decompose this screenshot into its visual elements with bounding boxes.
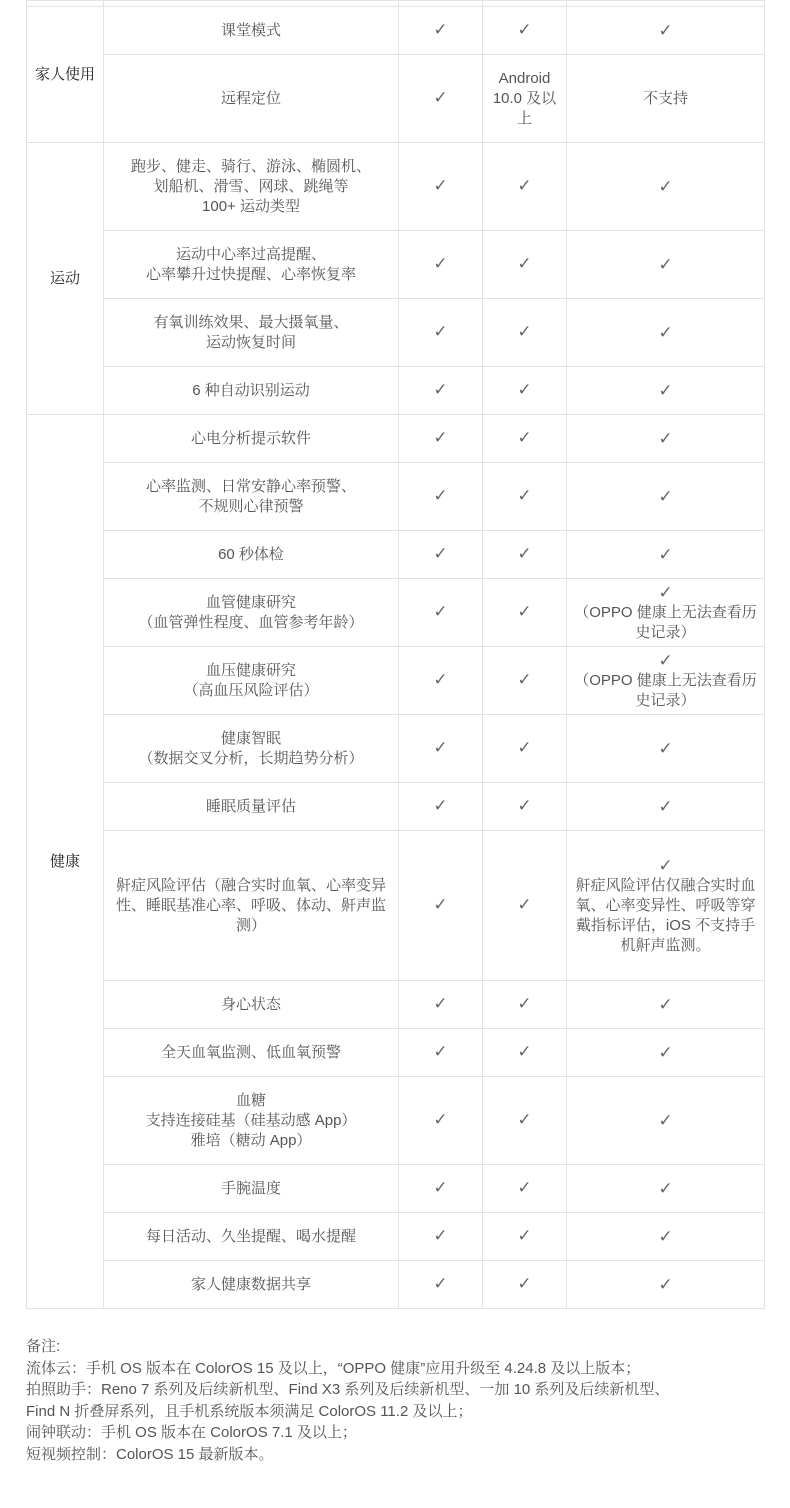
checkmark-glyph: ✓ xyxy=(517,602,532,621)
notes-heading: 备注: xyxy=(26,1338,61,1355)
support-note: （OPPO 健康上无法查看历史记录） xyxy=(574,671,757,709)
feature-line: 手腕温度 xyxy=(220,1179,281,1197)
ios-support-cell xyxy=(567,647,765,715)
ios-support-cell xyxy=(567,783,765,831)
checkmark-icon: ✓ xyxy=(658,322,673,342)
feature-line: 运动中心率过高提醒、 xyxy=(175,245,326,263)
ios-support-cell xyxy=(567,831,765,981)
checkmark-glyph: ✓ xyxy=(517,176,532,195)
feature-cell xyxy=(104,143,399,231)
checkmark-icon xyxy=(399,231,483,299)
checkmark-glyph: ✓ xyxy=(517,20,532,39)
feature-cell xyxy=(104,531,399,579)
checkmark-glyph: ✓ xyxy=(433,428,448,447)
note-line: 拍照助手：Reno 7 系列及后续新机型、Find X3 系列及后续新机型、一加 10 系列及后续新机型、 xyxy=(26,1381,670,1398)
table-row xyxy=(27,981,765,1029)
checkmark-glyph: ✓ xyxy=(517,322,532,341)
feature-cell xyxy=(104,1261,399,1309)
feature-line: 睡眠质量评估 xyxy=(205,797,296,815)
feature-line: 身心状态 xyxy=(220,995,281,1013)
checkmark-icon xyxy=(399,1029,483,1077)
feature-cell xyxy=(104,231,399,299)
ios-support-cell xyxy=(567,1165,765,1213)
checkmark-glyph: ✓ xyxy=(433,602,448,621)
checkmark-icon xyxy=(483,831,567,981)
support-note: （OPPO 健康上无法查看历史记录） xyxy=(574,603,757,641)
category-cell: 健康 xyxy=(27,415,104,1309)
feature-cell xyxy=(104,647,399,715)
note-line: Find N 折叠屏系列，且手机系统版本须满足 ColorOS 11.2 及以上； xyxy=(26,1402,473,1420)
checkmark-icon xyxy=(399,463,483,531)
table-row xyxy=(27,531,765,579)
checkmark-icon xyxy=(399,7,483,55)
ios-support-cell xyxy=(567,299,765,367)
checkmark-icon xyxy=(483,143,567,231)
checkmark-icon: ✓ xyxy=(658,254,673,274)
feature-line: 60 秒体检 xyxy=(218,545,284,563)
feature-cell xyxy=(104,831,399,981)
checkmark-glyph: ✓ xyxy=(517,486,532,505)
feature-line: 远程定位 xyxy=(220,89,281,107)
checkmark-icon: ✓ xyxy=(658,380,673,400)
feature-cell xyxy=(104,367,399,415)
feature-line: 血糖 xyxy=(235,1091,266,1109)
table-row xyxy=(27,579,765,647)
checkmark-glyph: ✓ xyxy=(517,796,532,815)
table-row xyxy=(27,7,765,55)
checkmark-glyph: ✓ xyxy=(517,1042,532,1061)
checkmark-icon xyxy=(483,783,567,831)
feature-cell xyxy=(104,1213,399,1261)
checkmark-icon xyxy=(399,299,483,367)
checkmark-glyph: ✓ xyxy=(433,486,448,505)
checkmark-icon: ✓ xyxy=(658,176,673,196)
support-note xyxy=(483,55,567,143)
note-line: 短视频控制：ColorOS 15 最新版本。 xyxy=(26,1445,274,1463)
feature-line: 家人健康数据共享 xyxy=(190,1275,311,1293)
checkmark-glyph: ✓ xyxy=(517,738,532,757)
checkmark-icon: ✓ xyxy=(658,1110,673,1130)
checkmark-glyph: ✓ xyxy=(517,895,532,914)
feature-line: 血压健康研究 xyxy=(205,661,296,679)
checkmark-icon xyxy=(483,463,567,531)
checkmark-glyph: ✓ xyxy=(433,1226,448,1245)
checkmark-glyph: ✓ xyxy=(433,1110,448,1129)
checkmark-icon: ✓ xyxy=(658,1274,673,1294)
ios-support-cell xyxy=(567,715,765,783)
feature-line: 每日活动、久坐提醒、喝水提醒 xyxy=(145,1227,356,1245)
feature-line: 有氧训练效果、最大摄氧量、 xyxy=(153,313,349,331)
ios-support-cell xyxy=(567,1261,765,1309)
ios-support-cell xyxy=(567,231,765,299)
checkmark-glyph: ✓ xyxy=(517,428,532,447)
checkmark-icon xyxy=(399,783,483,831)
table-row xyxy=(27,783,765,831)
checkmark-icon xyxy=(399,415,483,463)
checkmark-icon xyxy=(399,1213,483,1261)
ios-support-cell xyxy=(567,367,765,415)
ios-support-cell xyxy=(567,1029,765,1077)
table-row xyxy=(27,299,765,367)
feature-cell xyxy=(104,1029,399,1077)
checkmark-icon xyxy=(483,7,567,55)
checkmark-icon: ✓ xyxy=(658,796,673,816)
checkmark-icon xyxy=(483,715,567,783)
feature-line: 100+ 运动类型 xyxy=(202,197,300,215)
feature-line: 课堂模式 xyxy=(220,21,281,39)
feature-line: 雅培（糖动 App） xyxy=(190,1131,312,1149)
checkmark-icon: ✓ xyxy=(658,855,673,875)
checkmark-icon: ✓ xyxy=(658,20,673,40)
checkmark-icon: ✓ xyxy=(658,486,673,506)
ios-support-cell xyxy=(567,1213,765,1261)
checkmark-icon xyxy=(399,1261,483,1309)
feature-line: 心率监测、日常安静心率预警、 xyxy=(145,477,356,495)
checkmark-glyph: ✓ xyxy=(433,994,448,1013)
feature-cell xyxy=(104,783,399,831)
feature-line: 全天血氧监测、低血氧预警 xyxy=(160,1043,341,1061)
ios-support-cell xyxy=(567,55,765,143)
feature-cell xyxy=(104,55,399,143)
checkmark-icon xyxy=(483,367,567,415)
support-note: 鼾症风险评估仅融合实时血氧、心率变异性、呼吸等穿戴指标评估，iOS 不支持手机鼾声监测。 xyxy=(575,876,756,954)
table-row xyxy=(27,415,765,463)
support-text: Android 10.0 及以上 xyxy=(492,69,557,127)
checkmark-icon xyxy=(483,1261,567,1309)
checkmark-glyph: ✓ xyxy=(433,1274,448,1293)
checkmark-icon: ✓ xyxy=(658,582,673,602)
support-note: 不支持 xyxy=(642,89,688,107)
feature-line: 血管健康研究 xyxy=(205,593,296,611)
checkmark-glyph: ✓ xyxy=(433,738,448,757)
checkmark-glyph: ✓ xyxy=(433,1042,448,1061)
feature-cell xyxy=(104,299,399,367)
checkmark-glyph: ✓ xyxy=(433,88,448,107)
checkmark-icon xyxy=(483,231,567,299)
checkmark-icon: ✓ xyxy=(658,1178,673,1198)
note-line: 闹钟联动：手机 OS 版本在 ColorOS 7.1 及以上； xyxy=(26,1424,357,1441)
checkmark-icon xyxy=(399,579,483,647)
checkmark-icon xyxy=(399,981,483,1029)
checkmark-icon: ✓ xyxy=(658,738,673,758)
checkmark-icon: ✓ xyxy=(658,650,673,670)
feature-line: 鼾症风险评估（融合实时血氧、心率变异性、睡眠基准心率、呼吸、体动、鼾声监测） xyxy=(115,876,386,934)
note-line: 流体云：手机 OS 版本在 ColorOS 15 及以上，“OPPO 健康”应用升级至 4.24.8 及以上版本； xyxy=(26,1359,641,1377)
checkmark-glyph: ✓ xyxy=(517,544,532,563)
ios-support-cell xyxy=(567,531,765,579)
feature-comparison-table xyxy=(26,0,765,1309)
table-row xyxy=(27,463,765,531)
feature-line: （数据交叉分析，长期趋势分析） xyxy=(138,749,364,767)
table-row xyxy=(27,367,765,415)
table-row xyxy=(27,1077,765,1165)
checkmark-icon xyxy=(483,1029,567,1077)
feature-line: （高血压风险评估） xyxy=(183,681,319,699)
checkmark-icon xyxy=(483,1213,567,1261)
table-row xyxy=(27,143,765,231)
feature-line: 跑步、健走、骑行、游泳、椭圆机、 xyxy=(130,157,371,175)
checkmark-glyph: ✓ xyxy=(517,1110,532,1129)
feature-line: 运动恢复时间 xyxy=(205,333,296,351)
checkmark-icon xyxy=(483,647,567,715)
checkmark-icon xyxy=(399,367,483,415)
table-row xyxy=(27,647,765,715)
feature-cell xyxy=(104,7,399,55)
checkmark-glyph: ✓ xyxy=(517,1178,532,1197)
table-row xyxy=(27,831,765,981)
feature-line: 健康智眠 xyxy=(220,729,281,747)
checkmark-glyph: ✓ xyxy=(433,1178,448,1197)
checkmark-icon: ✓ xyxy=(658,1226,673,1246)
feature-cell xyxy=(104,415,399,463)
checkmark-glyph: ✓ xyxy=(433,380,448,399)
checkmark-glyph: ✓ xyxy=(433,796,448,815)
ios-support-cell xyxy=(567,415,765,463)
checkmark-glyph: ✓ xyxy=(517,1226,532,1245)
ios-support-cell xyxy=(567,981,765,1029)
checkmark-glyph: ✓ xyxy=(517,1274,532,1293)
feature-line: 不规则心律预警 xyxy=(198,497,304,515)
feature-cell xyxy=(104,715,399,783)
table-row xyxy=(27,231,765,299)
category-cell: 运动 xyxy=(27,143,104,415)
feature-cell xyxy=(104,1165,399,1213)
checkmark-icon xyxy=(483,531,567,579)
table-row xyxy=(27,715,765,783)
checkmark-glyph: ✓ xyxy=(517,254,532,273)
feature-cell xyxy=(104,579,399,647)
feature-cell xyxy=(104,981,399,1029)
ios-support-cell xyxy=(567,1077,765,1165)
checkmark-icon xyxy=(399,647,483,715)
feature-line: 划船机、滑雪、网球、跳绳等 xyxy=(153,177,349,195)
checkmark-glyph: ✓ xyxy=(517,380,532,399)
checkmark-icon xyxy=(399,831,483,981)
feature-line: （血管弹性程度、血管参考年龄） xyxy=(138,613,364,631)
category-cell: 家人使用 xyxy=(27,7,104,143)
checkmark-icon xyxy=(483,415,567,463)
checkmark-glyph: ✓ xyxy=(517,670,532,689)
table-row xyxy=(27,1029,765,1077)
ios-support-cell xyxy=(567,463,765,531)
notes-section xyxy=(26,1336,766,1465)
ios-support-cell xyxy=(567,143,765,231)
checkmark-icon xyxy=(399,143,483,231)
checkmark-icon xyxy=(483,1165,567,1213)
feature-line: 心率攀升过快提醒、心率恢复率 xyxy=(145,265,356,283)
checkmark-glyph: ✓ xyxy=(433,254,448,273)
checkmark-glyph: ✓ xyxy=(433,176,448,195)
checkmark-icon xyxy=(483,579,567,647)
checkmark-icon: ✓ xyxy=(658,994,673,1014)
table-row xyxy=(27,55,765,143)
checkmark-glyph: ✓ xyxy=(433,895,448,914)
checkmark-icon xyxy=(399,531,483,579)
checkmark-glyph: ✓ xyxy=(433,670,448,689)
checkmark-icon: ✓ xyxy=(658,428,673,448)
checkmark-glyph: ✓ xyxy=(433,544,448,563)
checkmark-glyph: ✓ xyxy=(517,994,532,1013)
table-row xyxy=(27,1165,765,1213)
checkmark-glyph: ✓ xyxy=(433,20,448,39)
table-row xyxy=(27,1261,765,1309)
ios-support-cell xyxy=(567,579,765,647)
feature-line: 支持连接硅基（硅基动感 App） xyxy=(145,1111,357,1129)
checkmark-icon xyxy=(399,1165,483,1213)
checkmark-icon: ✓ xyxy=(658,1042,673,1062)
checkmark-glyph: ✓ xyxy=(433,322,448,341)
feature-line: 心电分析提示软件 xyxy=(190,429,311,447)
feature-line: 6 种自动识别运动 xyxy=(192,381,310,399)
feature-cell xyxy=(104,463,399,531)
feature-cell xyxy=(104,1077,399,1165)
checkmark-icon xyxy=(399,1077,483,1165)
ios-support-cell xyxy=(567,7,765,55)
checkmark-icon xyxy=(483,981,567,1029)
checkmark-icon xyxy=(483,1077,567,1165)
checkmark-icon xyxy=(399,55,483,143)
checkmark-icon: ✓ xyxy=(658,544,673,564)
checkmark-icon xyxy=(483,299,567,367)
checkmark-icon xyxy=(399,715,483,783)
table-row xyxy=(27,1213,765,1261)
